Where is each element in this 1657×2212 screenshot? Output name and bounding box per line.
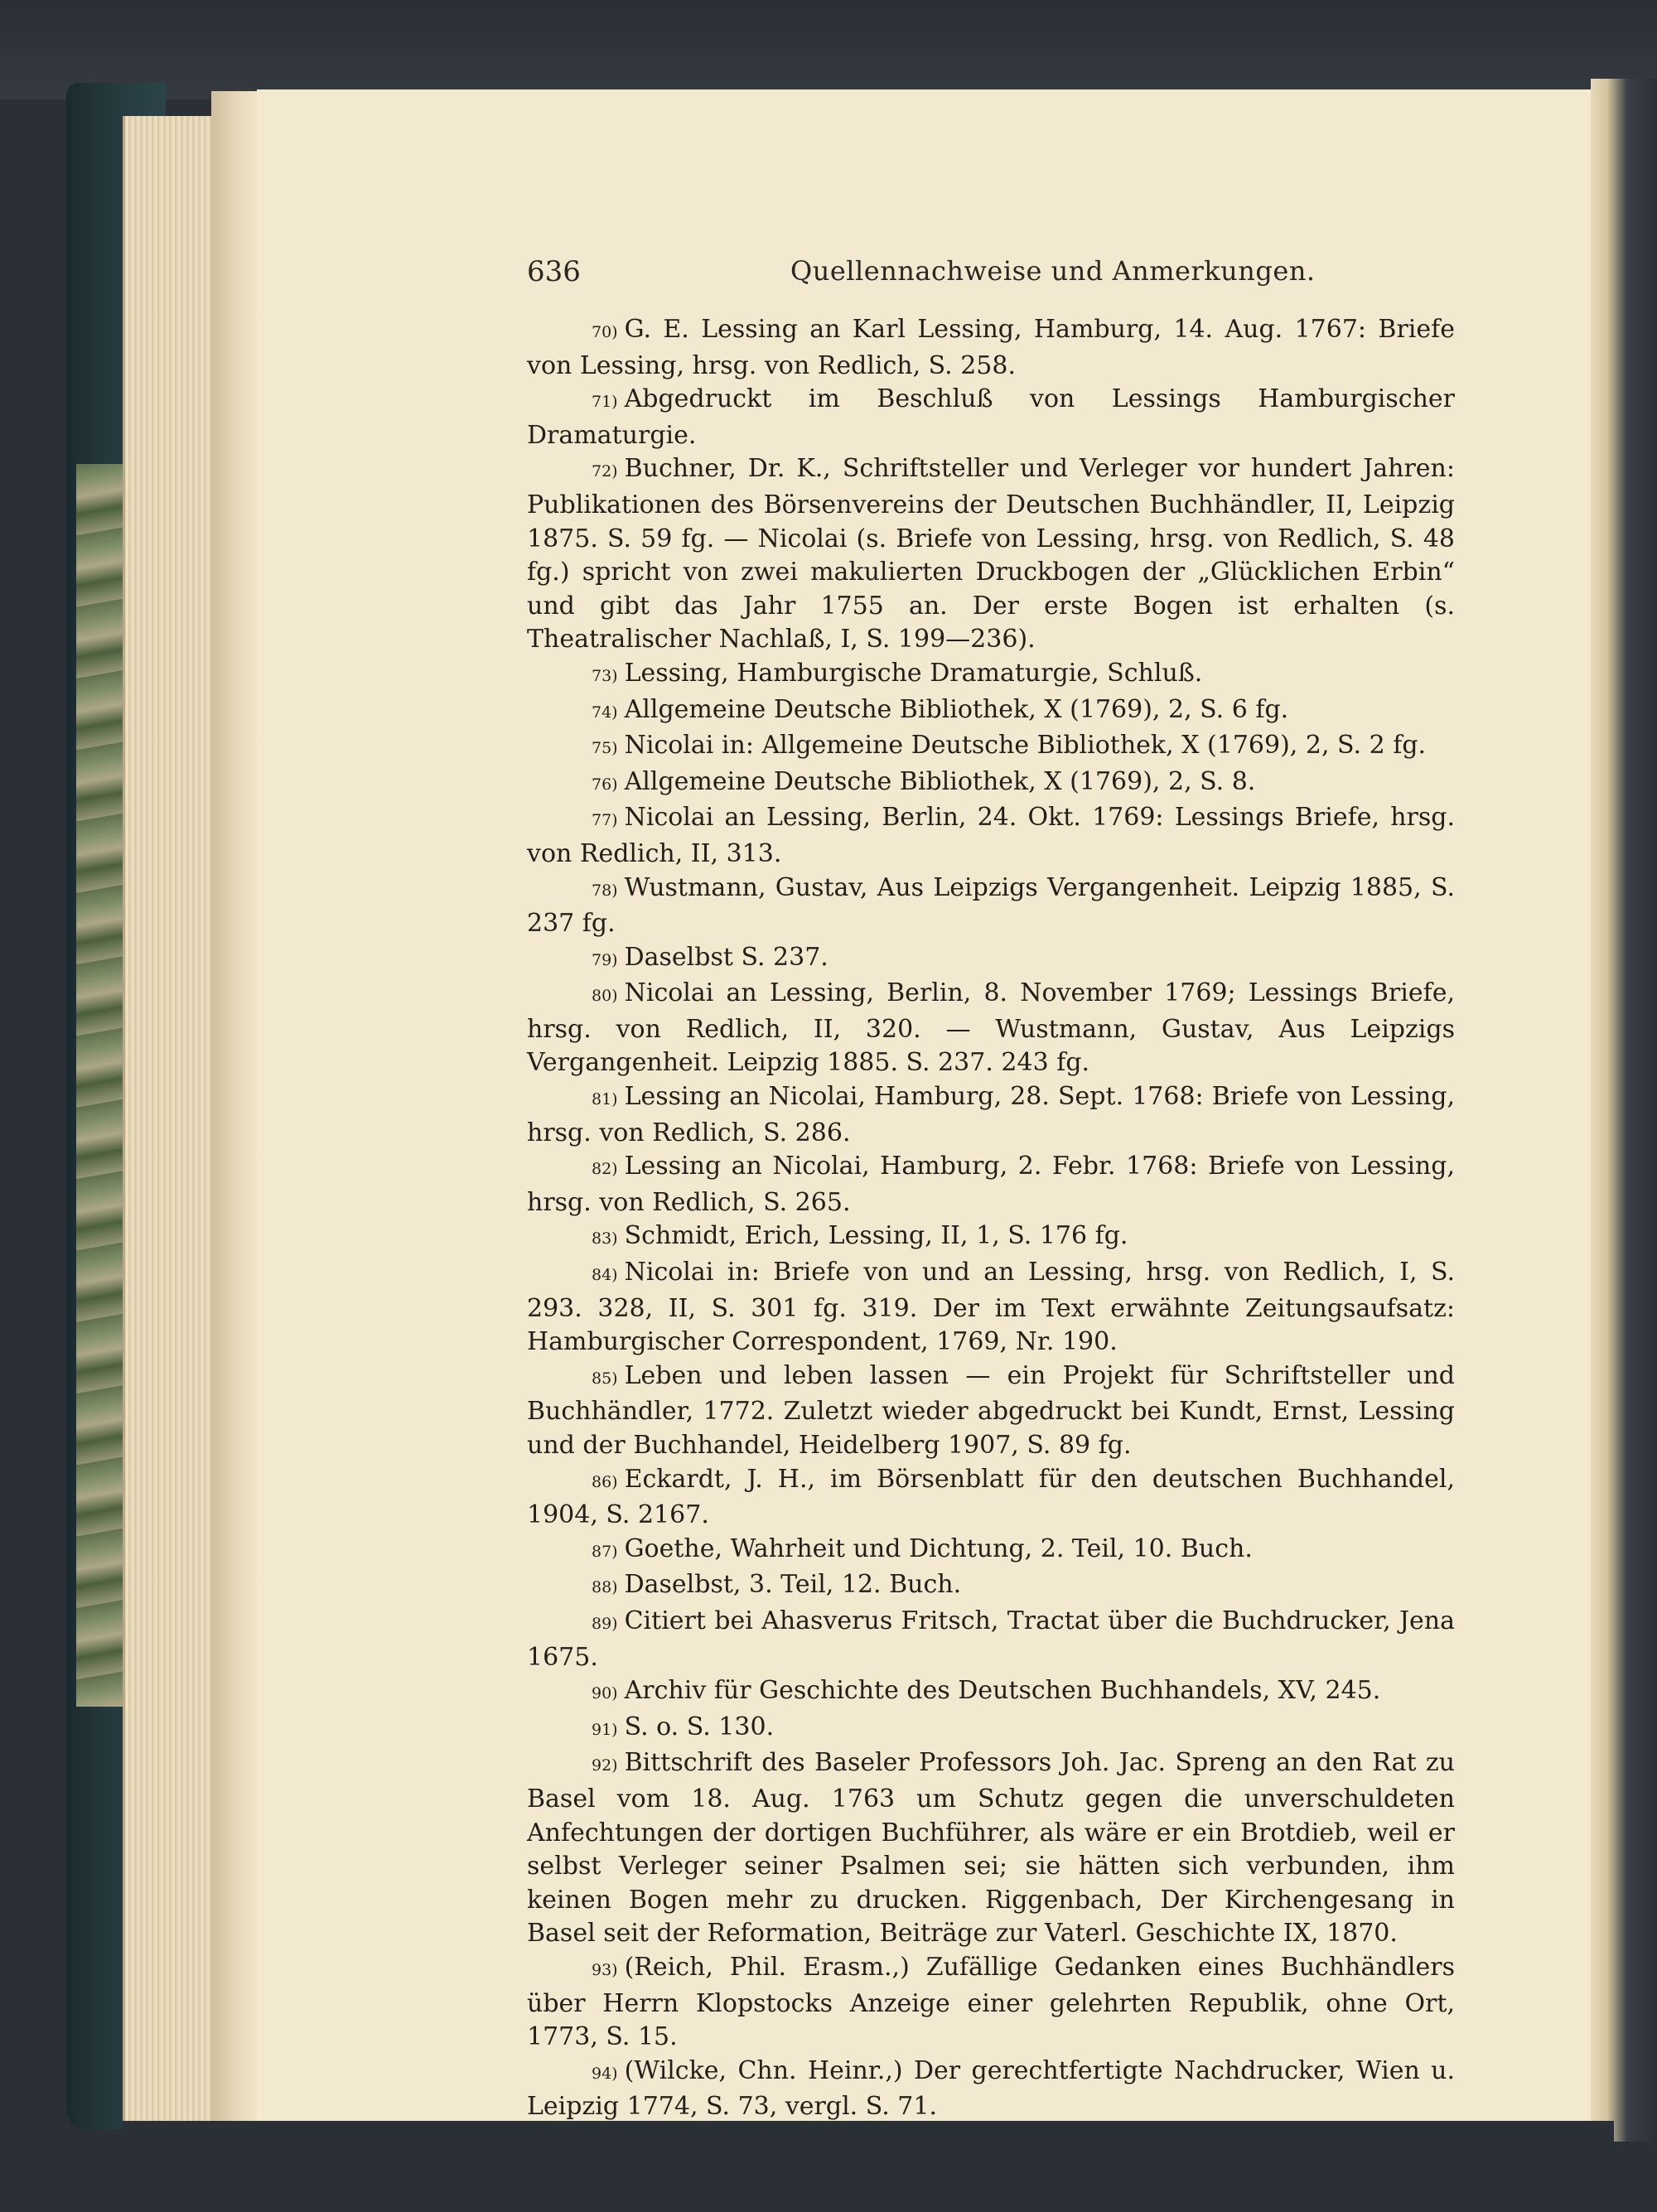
endnote bbox=[527, 693, 1455, 730]
note-number: 85) bbox=[592, 1369, 618, 1388]
endnote bbox=[527, 1360, 1455, 1463]
note-text: Allgemeine Deutsche Bibliothek, X (1769), 2, S. 6 fg. bbox=[624, 694, 1289, 724]
note-text: Eckardt, J. H., im Börsenblatt für den deutschen Buchhandel, 1904, S. 2167. bbox=[527, 1464, 1455, 1530]
marbled-endpaper bbox=[76, 464, 126, 1707]
note-text: Goethe, Wahrheit und Dichtung, 2. Teil, 10. Buch. bbox=[624, 1533, 1253, 1563]
note-text: Lessing, Hamburgische Dramaturgie, Schluß. bbox=[624, 658, 1203, 688]
endnote bbox=[527, 766, 1455, 802]
note-text: G. E. Lessing an Karl Lessing, Hamburg, 14. Aug. 1767: Briefe von Lessing, hrsg. von Redlich, S. 258. bbox=[527, 315, 1455, 380]
endnote bbox=[527, 1746, 1455, 1951]
endnote bbox=[527, 2055, 1455, 2124]
note-text: Daselbst, 3. Teil, 12. Buch. bbox=[624, 1570, 962, 1600]
note-number: 89) bbox=[592, 1614, 618, 1633]
note-number: 73) bbox=[592, 666, 618, 685]
endnote bbox=[527, 1463, 1455, 1533]
endnote bbox=[527, 872, 1455, 941]
note-number: 75) bbox=[592, 739, 618, 758]
endnote bbox=[527, 941, 1455, 978]
note-text: Archiv für Geschichte des Deutschen Buchhandels, XV, 245. bbox=[624, 1676, 1381, 1706]
note-text: Wustmann, Gustav, Aus Leipzigs Vergangenheit. Leipzig 1885, S. 237 fg. bbox=[527, 872, 1455, 939]
note-number: 87) bbox=[592, 1542, 618, 1561]
note-number: 91) bbox=[592, 1720, 618, 1739]
note-text: Abgedruckt im Beschluß von Lessings Hamburgischer Dramaturgie. bbox=[527, 384, 1455, 450]
note-number: 83) bbox=[592, 1229, 618, 1248]
endnote bbox=[527, 1568, 1455, 1605]
page-header bbox=[527, 249, 1447, 298]
note-text: Nicolai an Lessing, Berlin, 8. November 1769; Lessings Briefe, hrsg. von Redlich, II, 320. — Wustmann, Gustav, Aus Leipzigs Vergangenheit. Leipzig 1885. S. 237. 243 fg. bbox=[527, 978, 1455, 1078]
note-number: 79) bbox=[592, 950, 618, 969]
note-number: 90) bbox=[592, 1684, 618, 1703]
page-gutter bbox=[211, 91, 261, 2129]
endnote bbox=[527, 1219, 1455, 1256]
note-number: 86) bbox=[592, 1472, 618, 1491]
note-text: Bittschrift des Baseler Professors Joh. Jac. Spreng an den Rat zu Basel vom 18. Aug. 1763 um Schutz gegen die unverschuldeten Anfechtungen der dortigen Buchführer, als wäre er ein Brotdieb, weil er selbst Verleger seiner Psalmen sei; sie hätten sich verbunden, ihm keinen Bogen mehr zu drucken. Riggenbach, Der Kirchengesang in Basel seit der Reformation, Beiträge zur Vaterl. Geschichte IX, 1870. bbox=[527, 1748, 1455, 1949]
note-text: Schmidt, Erich, Lessing, II, 1, S. 176 fg. bbox=[624, 1221, 1128, 1251]
note-number: 70) bbox=[592, 323, 618, 341]
scan-background-bottom bbox=[123, 2121, 1614, 2212]
note-text: Nicolai in: Allgemeine Deutsche Bibliothek, X (1769), 2, S. 2 fg. bbox=[624, 731, 1427, 761]
endnotes-list bbox=[527, 313, 1455, 2124]
note-number: 81) bbox=[592, 1090, 618, 1109]
note-number: 80) bbox=[592, 987, 618, 1006]
endnote bbox=[527, 383, 1455, 452]
note-text: Citiert bei Ahasverus Fritsch, Tractat über die Buchdrucker, Jena 1675. bbox=[527, 1606, 1455, 1672]
endnote bbox=[527, 657, 1455, 693]
note-number: 74) bbox=[592, 703, 618, 722]
note-number: 72) bbox=[592, 462, 618, 481]
note-text: Allgemeine Deutsche Bibliothek, X (1769), 2, S. 8. bbox=[624, 766, 1256, 796]
endnote bbox=[527, 1533, 1455, 1569]
note-text: Daselbst S. 237. bbox=[624, 942, 828, 972]
note-number: 82) bbox=[592, 1160, 618, 1179]
endnote bbox=[527, 977, 1455, 1080]
note-number: 84) bbox=[592, 1266, 618, 1285]
endnote bbox=[527, 313, 1455, 383]
endnote bbox=[527, 1256, 1455, 1360]
endnote bbox=[527, 1605, 1455, 1674]
endnote bbox=[527, 729, 1455, 766]
note-text: (Wilcke, Chn. Heinr.,) Der gerechtfertigte Nachdrucker, Wien u. Leipzig 1774, S. 73, vergl. S. 71. bbox=[527, 2055, 1455, 2122]
note-number: 94) bbox=[592, 2064, 618, 2083]
page-number: 636 bbox=[527, 255, 581, 288]
scan-background bbox=[0, 0, 1657, 99]
endnote bbox=[527, 1080, 1455, 1150]
note-number: 92) bbox=[592, 1756, 618, 1775]
note-text: Leben und leben lassen — ein Projekt für Schriftsteller und Buchhändler, 1772. Zuletzt wieder abgedruckt bei Kundt, Ernst, Lessing und der Buchhandel, Heidelberg 1907, S. 89 fg. bbox=[527, 1360, 1455, 1460]
note-number: 88) bbox=[592, 1578, 618, 1597]
note-number: 93) bbox=[592, 1960, 618, 1979]
page-edge-right bbox=[1591, 79, 1657, 2142]
note-text: Lessing an Nicolai, Hamburg, 2. Febr. 1768: Briefe von Lessing, hrsg. von Redlich, S. 265. bbox=[527, 1152, 1455, 1217]
note-text: Nicolai in: Briefe von und an Lessing, hrsg. von Redlich, I, S. 293. 328, II, S. 301 fg. 319. Der im Text erwähnte Zeitungsaufsatz: Hamburgischer Correspondent, 1769, Nr. 190. bbox=[527, 1258, 1455, 1357]
note-text: Nicolai an Lessing, Berlin, 24. Okt. 1769: Lessings Briefe, hrsg. von Redlich, II, 313. bbox=[527, 803, 1455, 868]
note-text: S. o. S. 130. bbox=[624, 1712, 775, 1741]
note-number: 78) bbox=[592, 881, 618, 900]
endnote bbox=[527, 1150, 1455, 1219]
note-text: Buchner, Dr. K., Schriftsteller und Verleger vor hundert Jahren: Publikationen des Börsenvereins der Deutschen Buchhändler, II, Leipzig 1875. S. 59 fg. — Nicolai (s. Briefe von Lessing, hrsg. von Redlich, S. 48 fg.) spricht von zwei makulierten Druckbogen der „Glücklichen Erbin“ und gibt das Jahr 1755 an. Der erste Bogen ist erhalten (s. Theatralischer Nachlaß, I, S. 199—236). bbox=[527, 454, 1455, 654]
endnote bbox=[527, 801, 1455, 871]
endnote bbox=[527, 1951, 1455, 2055]
page-edges-stack bbox=[123, 116, 218, 2129]
endnote bbox=[527, 1711, 1455, 1747]
note-number: 71) bbox=[592, 393, 618, 412]
running-head: Quellennachweise und Anmerkungen. bbox=[790, 255, 1316, 287]
note-number: 77) bbox=[592, 811, 618, 830]
endnote bbox=[527, 1674, 1455, 1711]
note-text: (Reich, Phil. Erasm.,) Zufällige Gedanken eines Buchhändlers über Herrn Klopstocks Anzeige einer gelehrten Republik, ohne Ort, 1773, S. 15. bbox=[527, 1952, 1455, 2052]
note-text: Lessing an Nicolai, Hamburg, 28. Sept. 1768: Briefe von Lessing, hrsg. von Redlich, S. 286. bbox=[527, 1082, 1455, 1147]
endnote bbox=[527, 452, 1455, 657]
note-number: 76) bbox=[592, 775, 618, 794]
